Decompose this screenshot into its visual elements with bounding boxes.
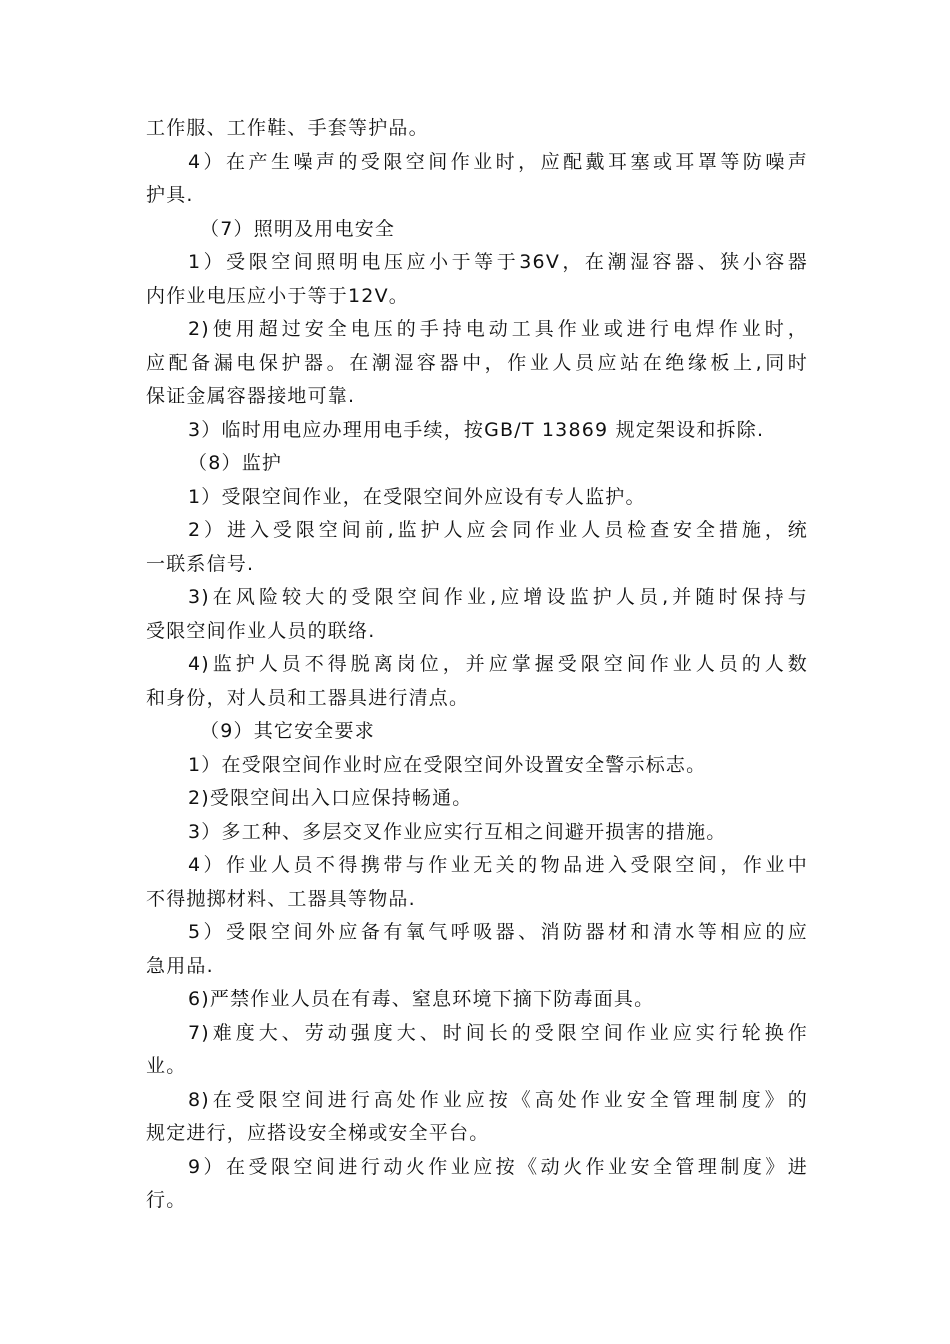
text-line: 9）在受限空间进行动火作业应按《动火作业安全管理制度》进 — [188, 1155, 808, 1178]
text-line: 1）受限空间照明电压应小于等于36V，在潮湿容器、狭小容器 — [188, 251, 808, 273]
text-line: 护具. — [146, 184, 194, 206]
section-heading: （9）其它安全要求 — [200, 720, 375, 742]
text-line: 7)难度大、劳动强度大、时间长的受限空间作业应实行轮换作 — [188, 1021, 808, 1044]
text-line: 1）在受限空间作业时应在受限空间外设置安全警示标志。 — [188, 753, 707, 776]
text-line: 应配备漏电保护器。在潮湿容器中，作业人员应站在绝缘板上,同时 — [146, 351, 808, 374]
text-line: 4)监护人员不得脱离岗位，并应掌握受限空间作业人员的人数 — [188, 653, 808, 675]
text-line: 3）临时用电应办理用电手续，按GB/T 13869 规定架设和拆除. — [188, 418, 765, 441]
text-line: 6)严禁作业人员在有毒、窒息环境下摘下防毒面具。 — [188, 988, 655, 1010]
text-line: 受限空间作业人员的联络. — [146, 619, 376, 642]
text-line: 不得抛掷材料、工器具等物品. — [146, 887, 416, 910]
text-line: 3）多工种、多层交叉作业应实行互相之间避开损害的措施。 — [188, 820, 727, 843]
text-line: 行。 — [146, 1189, 187, 1211]
text-line: 2)使用超过安全电压的手持电动工具作业或进行电焊作业时， — [188, 318, 808, 340]
section-heading: （8）监护 — [188, 452, 283, 474]
text-line: 工作服、工作鞋、手套等护品。 — [146, 117, 429, 139]
text-line: 2)受限空间出入口应保持畅通。 — [188, 787, 473, 809]
section-heading: （7）照明及用电安全 — [200, 217, 396, 240]
text-line: 4）在产生噪声的受限空间作业时，应配戴耳塞或耳罩等防噪声 — [188, 150, 808, 173]
text-line: 一联系信号. — [146, 552, 255, 575]
text-line: 2）进入受限空间前,监护人应会同作业人员检查安全措施，统 — [188, 519, 808, 541]
text-line: 急用品. — [146, 954, 214, 977]
text-line: 3)在风险较大的受限空间作业,应增设监护人员,并随时保持与 — [188, 586, 808, 608]
text-line: 规定进行，应搭设安全梯或安全平台。 — [146, 1122, 490, 1144]
text-line: 4）作业人员不得携带与作业无关的物品进入受限空间，作业中 — [188, 854, 808, 876]
text-line: 和身份，对人员和工器具进行清点。 — [146, 686, 470, 709]
text-line: 业。 — [146, 1055, 187, 1077]
text-line: 5）受限空间外应备有氧气呼吸器、消防器材和清水等相应的应 — [188, 921, 808, 943]
text-line: 1）受限空间作业，在受限空间外应设有专人监护。 — [188, 485, 646, 508]
text-line: 8)在受限空间进行高处作业应按《高处作业安全管理制度》的 — [188, 1088, 808, 1111]
document-body — [146, 112, 808, 1218]
text-line: 保证金属容器接地可靠. — [146, 385, 356, 407]
text-line: 内作业电压应小于等于12V。 — [146, 284, 409, 307]
